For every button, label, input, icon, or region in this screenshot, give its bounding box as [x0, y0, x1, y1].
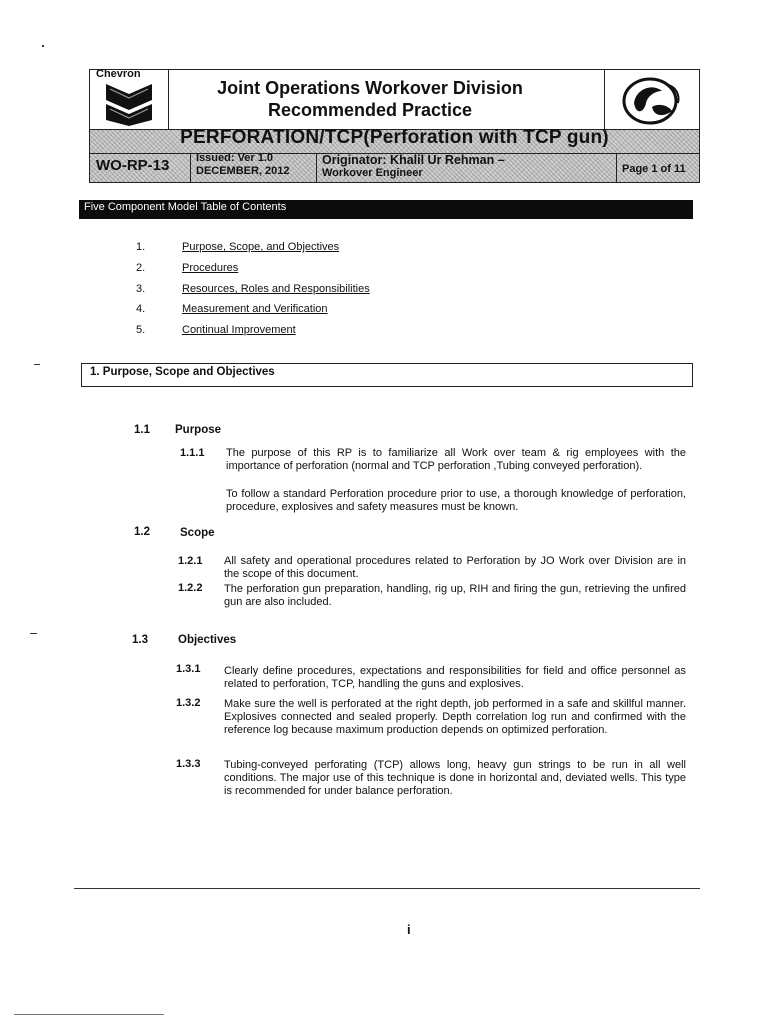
toc-link-purpose[interactable]: Purpose, Scope, and Objectives	[182, 241, 340, 253]
subsection-title-purpose: Purpose	[175, 424, 222, 436]
toc-item-number: 2.	[136, 262, 146, 274]
item-number: 1.3.2	[176, 697, 201, 709]
scan-speck	[34, 364, 40, 365]
footer-page-number: i	[407, 922, 411, 937]
scan-edge-line	[14, 1014, 164, 1015]
meta-divider	[190, 153, 191, 182]
meta-divider	[616, 153, 617, 182]
issued-info	[196, 152, 290, 178]
paragraph: Make sure the well is perforated at the right depth, job performed in a safe and skillful manner. Explosives connected and sealed properly. Depth correlation log run and confirmed with the reference log because maximum production depends on optimized perforation.	[224, 698, 686, 736]
toc-item-number: 4.	[136, 303, 146, 315]
toc-link-measurement[interactable]: Measurement and Verification	[182, 303, 328, 315]
toc-item-number: 1.	[136, 241, 146, 253]
jo-logo-icon	[612, 73, 692, 127]
originator-name: Originator: Khalil Ur Rehman –	[322, 153, 505, 167]
toc-item-number: 3.	[136, 283, 146, 295]
header-title-line1: Joint Operations Workover Division	[217, 78, 523, 98]
chevron-wordmark: Chevron	[96, 68, 141, 80]
paragraph: The perforation gun preparation, handling, rig up, RIH and firing the gun, retrieving the unfired gun are also included.	[224, 583, 686, 608]
item-number: 1.2.2	[178, 582, 203, 594]
subsection-number: 1.3	[132, 634, 148, 646]
item-number: 1.1.1	[180, 447, 205, 459]
paragraph: Clearly define procedures, expectations and responsibilities for field and office personnel as related to perforation, TCP, handling the guns and explosives.	[224, 665, 686, 690]
footer-rule	[74, 888, 700, 889]
subsection-title-objectives: Objectives	[178, 634, 237, 646]
item-number: 1.2.1	[178, 555, 203, 567]
document-id: WO-RP-13	[96, 157, 170, 174]
paragraph: Tubing-conveyed perforating (TCP) allows long, heavy gun strings to be run in all well conditions. The major use of this technique is done in horizontal and, deviated wells. This type is recommended for under balance perforation.	[224, 759, 686, 797]
scan-speck	[42, 45, 44, 47]
paragraph: To follow a standard Perforation procedure prior to use, a thorough knowledge of perforation, procedure, explosives and safety measures must be known.	[226, 488, 686, 513]
scan-speck	[30, 633, 37, 634]
section-heading: 1. Purpose, Scope and Objectives	[90, 366, 275, 378]
paragraph: The purpose of this RP is to familiarize all Work over team & rig employees with the importance of perforation (normal and TCP perforation ,Tubing conveyed perforation).	[226, 447, 686, 472]
toc-heading: Five Component Model Table of Contents	[84, 201, 287, 213]
subsection-title-scope: Scope	[180, 527, 215, 539]
subsection-number: 1.2	[134, 526, 150, 538]
meta-divider	[316, 153, 317, 182]
chevron-logo-icon	[104, 82, 154, 126]
toc-link-procedures[interactable]: Procedures	[182, 262, 239, 274]
paragraph: All safety and operational procedures related to Perforation by JO Work over Division are in the scope of this document.	[224, 555, 686, 580]
originator-role: Workover Engineer	[322, 167, 423, 179]
item-number: 1.3.3	[176, 758, 201, 770]
issued-date: DECEMBER, 2012	[196, 165, 290, 177]
toc-link-resources[interactable]: Resources, Roles and Responsibilities	[182, 283, 370, 295]
subsection-number: 1.1	[134, 424, 150, 436]
toc-link-improvement[interactable]: Continual Improvement	[182, 324, 296, 336]
rp-title: PERFORATION/TCP(Perforation with TCP gun)	[180, 127, 609, 148]
header-title-line2: Recommended Practice	[267, 100, 473, 120]
page-indicator: Page 1 of 11	[622, 163, 686, 175]
issued-version: Issued: Ver 1.0	[196, 152, 274, 164]
item-number: 1.3.1	[176, 663, 201, 675]
toc-item-number: 5.	[136, 324, 146, 336]
